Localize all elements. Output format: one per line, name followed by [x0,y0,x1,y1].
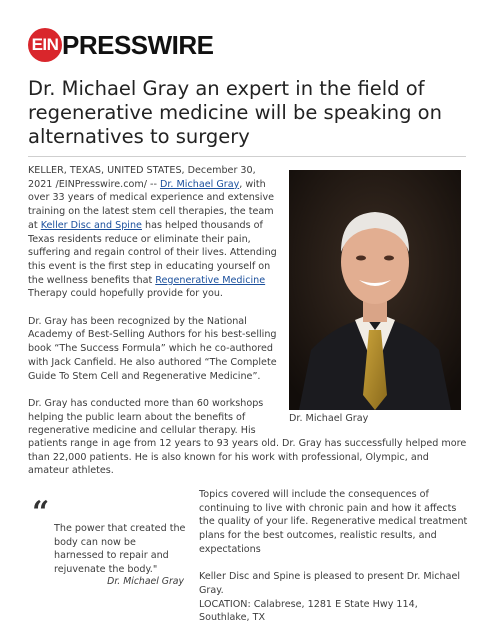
photo-caption: Dr. Michael Gray [289,413,369,424]
portrait-photo [289,170,461,410]
article-paragraph-5b: LOCATION: Calabrese, 1281 E State Hwy 114, Southlake, TX [199,598,418,624]
article-paragraph-1: KELLER, TEXAS, UNITED STATES, December 30, 2021 /EINPresswire.com/ -- Dr. Michael Gray, with over 33 years of medical experience and extensive training on the latest stem cell therapies, the team at Keller Disc and Spine has helped thousands of Texas residents reduce or eliminate their pain, suffering and regain control of their lives. Attending this event is the first step in educating yourself on the wellness benefits that Regenerative Medicine Therapy could hopefully provide for you. [28,165,277,300]
article-body-column [28,164,278,452]
quote-mark-icon: “ [32,495,50,530]
article-headline: Dr. Michael Gray an expert in the field of regenerative medicine will be speaking on alternatives to surgery [28,77,442,148]
logo-ein-badge: EIN [28,28,62,62]
pull-quote-text: The power that created the body can now be harnessed to repair and rejuvenate the body." [54,523,186,576]
divider [28,156,466,157]
link-dr-michael-gray[interactable]: Dr. Michael Gray [159,178,240,190]
pull-quote-author: Dr. Michael Gray [107,576,184,587]
article-right-column [199,488,469,625]
article-paragraph-3b: patients range in age from 12 years to 93 years old. Dr. Gray has successfully helped more than 22,000 patients. He is also known for his work with professional, Olympic, and amateur athletes. [28,438,467,477]
einpresswire-logo[interactable] [28,28,214,62]
article-paragraph-5a: Keller Disc and Spine is pleased to present Dr. Michael Gray. [199,571,461,596]
portrait-illustration [289,170,461,410]
link-keller-disc-and-spine[interactable]: Keller Disc and Spine [40,219,142,231]
article-paragraph-4: Topics covered will include the consequences of continuing to live with chronic pain and how it affects the quality of your life. Regenerative medical treatment plans for the best outcomes, realistic results, and expectations [199,489,468,555]
link-regenerative-medicine[interactable]: Regenerative Medicine [155,274,266,286]
article-paragraph-2: Dr. Gray has been recognized by the National Academy of Best-Selling Authors for his best-selling book “The Success Formula” which he co-authored with Jack Canfield. He also authored “The Complete Guide To Stem Cell and Regenerative Medicine”. [28,315,277,382]
logo-presswire-text: PRESSWIRE [62,30,214,60]
article-paragraph-3a: Dr. Gray has conducted more than 60 workshops helping the public learn about the benefits of regenerative medicine and cellular therapy. His [28,397,264,437]
